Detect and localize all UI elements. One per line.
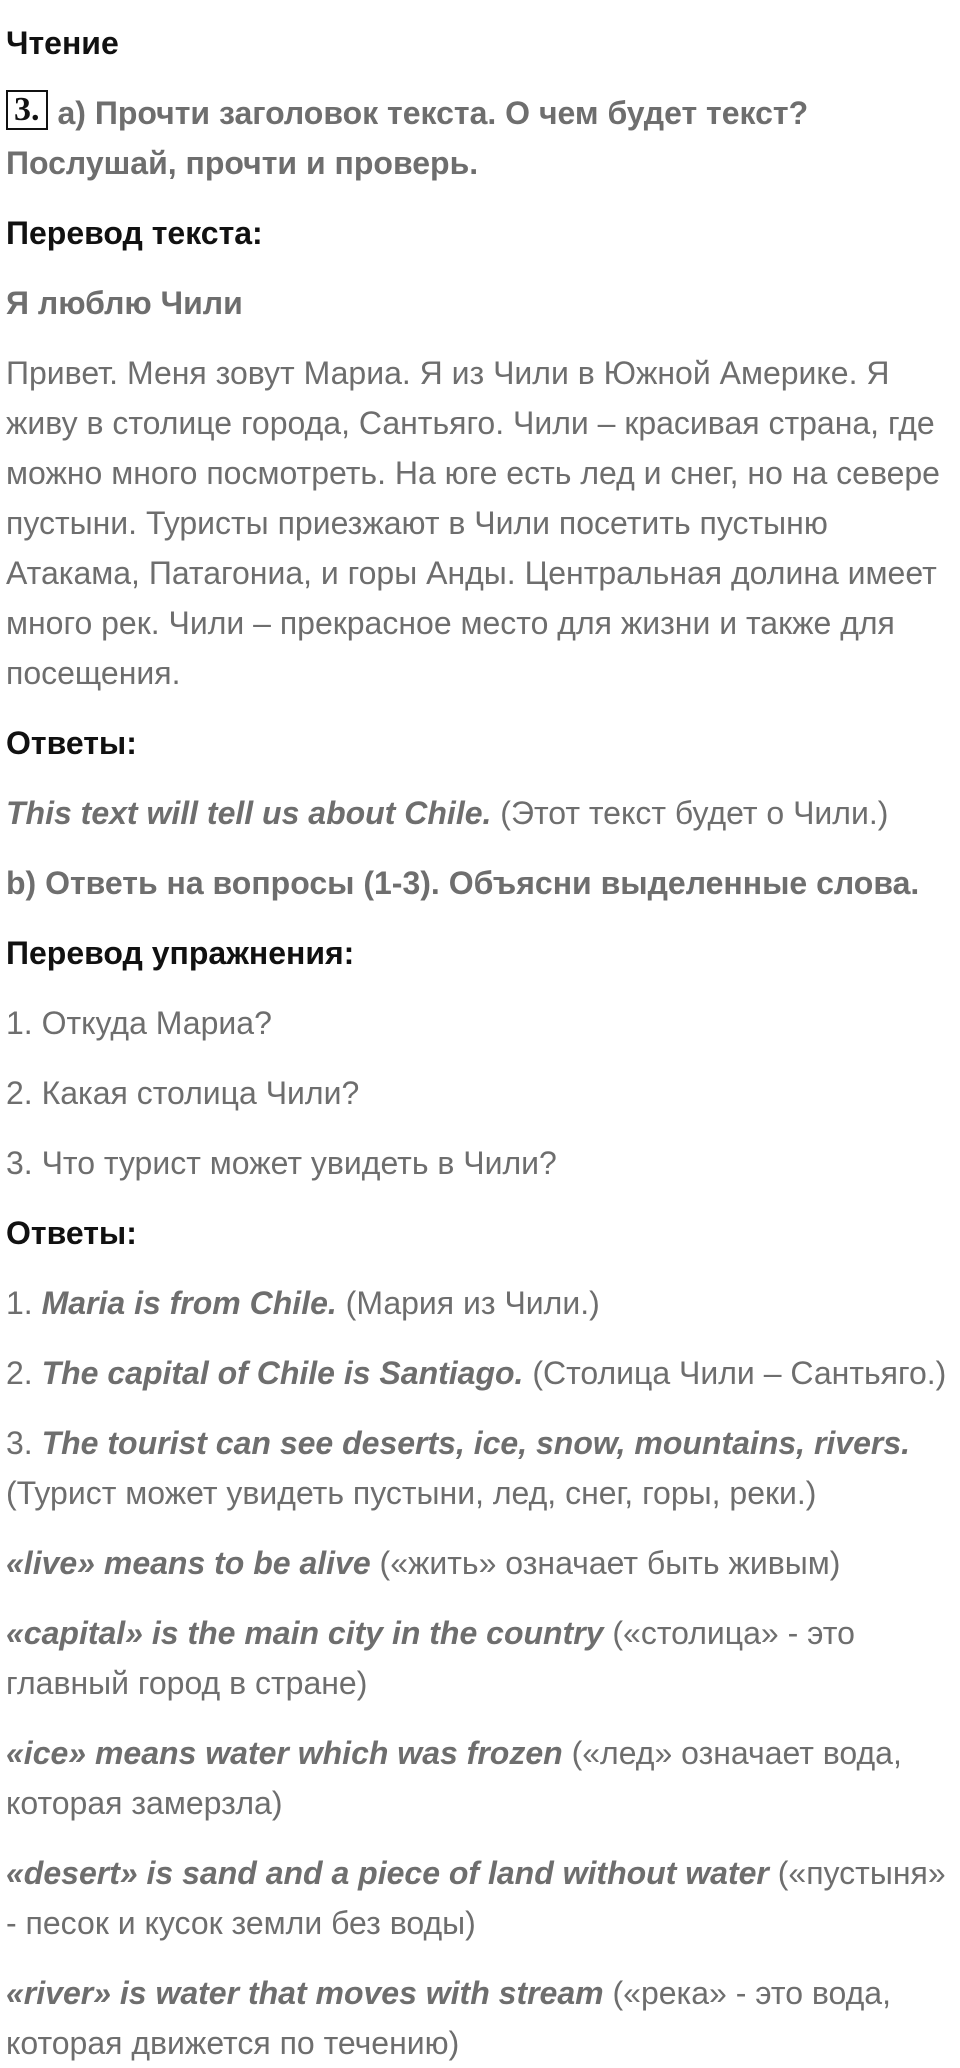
definition-item (6, 1538, 954, 1588)
answers-heading-b: Ответы: (6, 1215, 137, 1251)
definition-english: «river» is water that moves with stream (6, 1975, 604, 2011)
task-a-text: a) Прочти заголовок текста. О чем будет текст? Послушай, прочти и проверь. (6, 95, 809, 181)
definition-russian: («жить» означает быть живым) (379, 1545, 841, 1581)
answer-english: Maria is from Chile. (41, 1285, 337, 1321)
task-b: b) Ответь на вопросы (1-3). Объясни выделенные слова. (6, 865, 920, 901)
question-item: 1. Откуда Мариа? (6, 1005, 272, 1041)
text-body: Привет. Меня зовут Мариа. Я из Чили в Южной Америке. Я живу в столице города, Сантьяго. Чили – красивая страна, где можно много посмотреть. На юге есть лед и снег, но на севере пустыни. Туристы приезжают в Чили посетить пустыню Атакама, Патагониа, и горы Анды. Центральная долина имеет много рек. Чили – прекрасное место для жизни и также для посещения. (6, 355, 940, 691)
definition-english: «capital» is the main city in the country (6, 1615, 604, 1651)
answer-english: The capital of Chile is Santiago. (41, 1355, 524, 1391)
definition-russian: («столица» - это главный город в стране) (6, 1615, 855, 1701)
definition-item (6, 1848, 954, 1948)
definition-russian: («лед» означает вода, которая замерзла) (6, 1735, 902, 1821)
definition-english: «desert» is sand and a piece of land without water (6, 1855, 769, 1891)
answer-russian: (Турист может увидеть пустыни, лед, снег, горы, реки.) (6, 1475, 817, 1511)
answer-item (6, 1348, 954, 1398)
question-item: 3. Что турист может увидеть в Чили? (6, 1145, 557, 1181)
answers-heading-a: Ответы: (6, 725, 137, 761)
answer-item (6, 1418, 954, 1518)
translation-heading: Перевод текста: (6, 215, 263, 251)
definition-russian: («река» - это вода, которая движется по течению) (6, 1975, 891, 2061)
exercise-number: 3. (6, 90, 48, 130)
answer-a (6, 788, 954, 838)
question-item: 2. Какая столица Чили? (6, 1075, 360, 1111)
definition-item (6, 1608, 954, 1708)
answer-a-english: This text will tell us about Chile. (6, 795, 492, 831)
answer-number: 1. (6, 1285, 42, 1321)
answer-a-russian: (Этот текст будет о Чили.) (500, 795, 889, 831)
answer-number: 3. (6, 1425, 42, 1461)
definition-item (6, 1728, 954, 1828)
answer-russian: (Столица Чили – Сантьяго.) (532, 1355, 947, 1391)
answer-item (6, 1278, 954, 1328)
definition-russian: («пустыня» - песок и кусок земли без воды) (6, 1855, 946, 1941)
section-title: Чтение (6, 25, 119, 61)
answer-russian: (Мария из Чили.) (345, 1285, 600, 1321)
answer-number: 2. (6, 1355, 42, 1391)
text-title: Я люблю Чили (6, 285, 243, 321)
definition-english: «ice» means water which was frozen (6, 1735, 563, 1771)
definition-item (6, 1968, 954, 2068)
definition-english: «live» means to be alive (6, 1545, 371, 1581)
exercise-translation-heading: Перевод упражнения: (6, 935, 355, 971)
answer-english: The tourist can see deserts, ice, snow, mountains, rivers. (41, 1425, 911, 1461)
task-a (6, 88, 954, 188)
